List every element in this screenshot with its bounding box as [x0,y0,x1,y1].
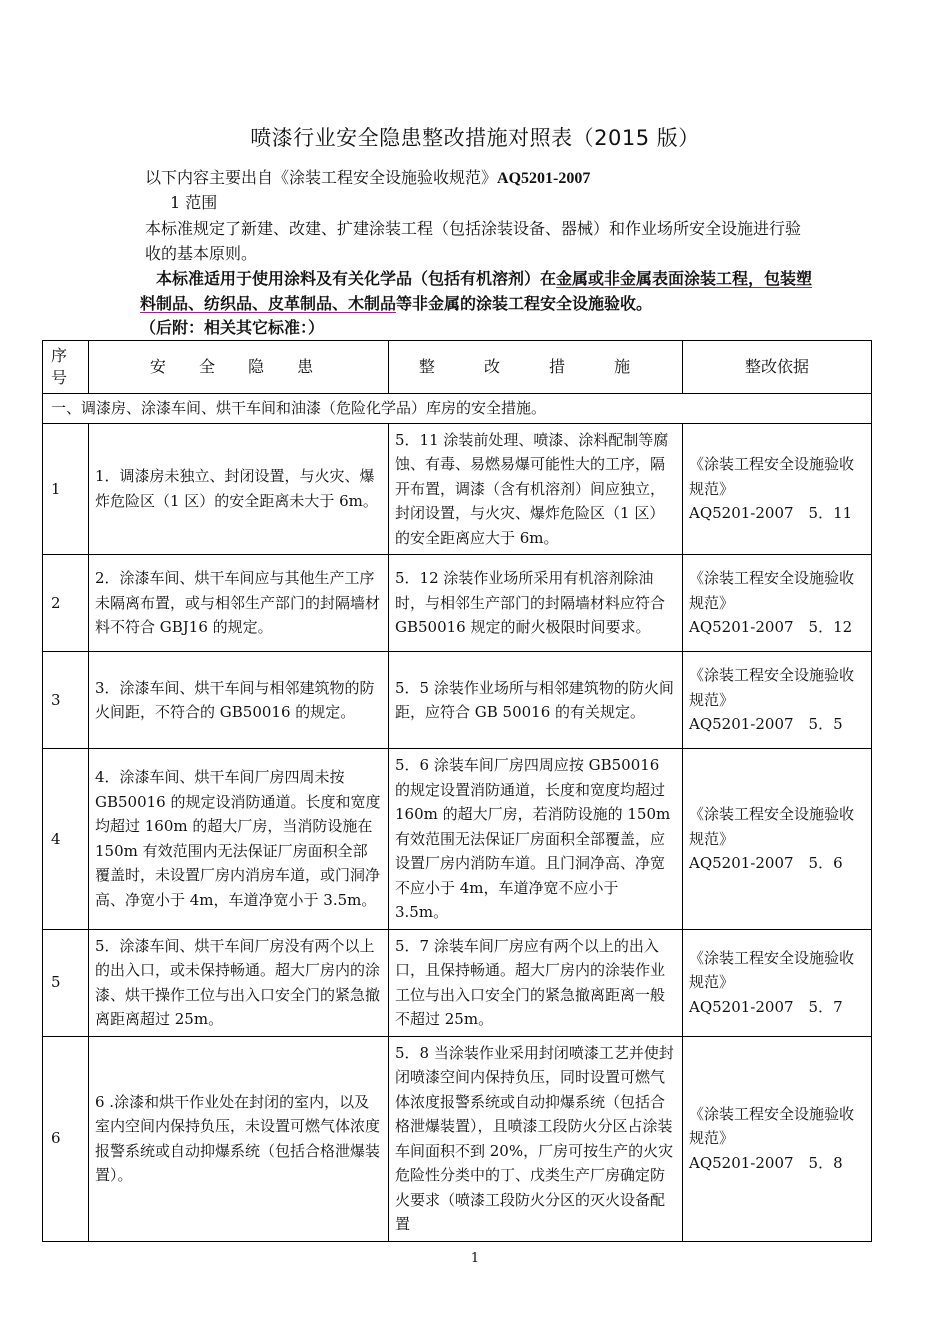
basis-code: AQ5201-2007 5．11 [689,504,853,522]
row-measure: 5．11 涂装前处理、喷漆、涂料配制等腐蚀、有毒、易燃易爆可能性大的工序，隔开布置，调漆（含有机溶剂）间应独立，封闭设置，与火灾、爆炸危险区（1 区）的安全距离应大于 6m。 [389,423,683,555]
source-code: AQ5201-2007 [497,170,591,187]
table-header-row [43,341,872,394]
row-measure: 5．7 涂装车间厂房应有两个以上的出入口，且保持畅通。超大厂房内的涂装作业工位与出入口安全门的紧急撤离距离一般不超过 25m。 [389,929,683,1036]
basis-title: 《涂装工程安全设施验收规范》 [689,805,855,848]
table-row [43,749,872,930]
header-basis: 整改依据 [683,341,872,394]
basis-title: 《涂装工程安全设施验收规范》 [689,1104,855,1148]
apply-suffix: 等非金属的涂装工程安全设施验收。 [396,294,653,313]
apply-paragraph [140,266,820,316]
row-hazard: 6 .涂漆和烘干作业处在封闭的室内，以及室内空间内保持负压，未设置可燃气体浓度报警系统或自动抑爆系统（包括合格泄爆装置）。 [89,1036,389,1241]
section-row [43,394,872,424]
section-title: 一、调漆房、涂漆车间、烘干车间和油漆（危险化学品）库房的安全措施。 [43,394,872,424]
basis-title: 《涂装工程安全设施验收规范》 [689,569,855,612]
row-no: 2 [43,555,89,652]
row-measure: 5．6 涂装车间厂房四周应按 GB50016 的规定设置消防通道，长度和宽度均超过 160m 的超大厂房，若消防设施的 150m 有效范围无法保证厂房面积全部覆盖，应设置厂房内消防车道。且门洞净高、净宽不应小于 4m，车道净宽不应小于 3.5m。 [389,749,683,930]
document-title: 喷漆行业安全隐患整改措施对照表（2015 版） [250,126,700,150]
table-row [43,423,872,555]
scope-text: 本标准规定了新建、改建、扩建涂装工程（包括涂装设备、器械）和作业场所安全设施进行验收的基本原则。 [145,219,802,263]
appendix-note: （后附：相关其它标准：） [140,318,325,337]
basis-code: AQ5201-2007 5．12 [689,618,853,637]
header-no: 序号 [43,341,89,394]
row-measure: 5．12 涂装作业场所采用有机溶剂除油时，与相邻生产部门的封隔墙材料应符合 GB50016 规定的耐火极限时间要求。 [389,555,683,652]
row-basis [683,1036,872,1241]
scope-heading: 1 范围 [170,193,218,212]
row-no: 1 [43,423,89,555]
hazard-table [42,340,872,1242]
row-basis [683,555,872,652]
basis-code: AQ5201-2007 5．7 [689,997,843,1016]
row-hazard: 1．调漆房未独立、封闭设置，与火灾、爆炸危险区（1 区）的安全距离未大于 6m。 [89,423,389,555]
source-line [145,166,845,191]
row-no: 3 [43,652,89,749]
row-basis [683,749,872,930]
basis-title: 《涂装工程安全设施验收规范》 [689,948,855,992]
source-prefix: 以下内容主要出自《涂装工程安全设施验收规范》 [145,168,498,187]
basis-title: 《涂装工程安全设施验收规范》 [689,455,855,498]
row-basis [683,652,872,749]
row-hazard: 3．涂漆车间、烘干车间与相邻建筑物的防火间距，不符合的 GB50016 的规定。 [89,652,389,749]
row-measure: 5．8 当涂装作业采用封闭喷漆工艺并使封闭喷漆空间内保持负压，同时设置可燃气体浓度报警系统或自动抑爆系统（包括合格泄爆装置），且喷漆工段防火分区占涂装车间面积不到 20%，厂房可按生产的火灾危险性分类中的丁、戊类生产厂房确定防火要求（喷漆工段防火分区的灭火设备配置 [389,1036,683,1241]
table-row [43,929,872,1036]
basis-title: 《涂装工程安全设施验收规范》 [689,666,855,709]
row-basis [683,929,872,1036]
table-row [43,652,872,749]
table-row [43,1036,872,1241]
apply-underlined: 金属或非金属表面涂装工程，包装塑料制品、纺织品、皮革制品、木制品 [140,269,813,313]
row-no: 6 [43,1036,89,1241]
row-hazard: 4．涂漆车间、烘干车间厂房四周未按 GB50016 的规定设消防通道。长度和宽度均超过 160m 的超大厂房，当消防设施在 150m 有效范围内无法保证厂房面积全部覆盖时，未设置厂房内消房车道，或门洞净高、净宽小于 4m，车道净宽小于 3.5m。 [89,749,389,930]
apply-prefix: 本标准适用于使用涂料及有关化学品（包括有机溶剂）在 [156,269,557,288]
table-row [43,555,872,652]
row-no: 5 [43,929,89,1036]
row-basis [683,423,872,555]
row-measure: 5．5 涂装作业场所与相邻建筑物的防火间距，应符合 GB 50016 的有关规定。 [389,652,683,749]
header-measure: 整 改 措 施 [389,341,683,394]
basis-code: AQ5201-2007 5．5 [689,715,843,734]
row-hazard: 5．涂漆车间、烘干车间厂房没有两个以上的出入口，或未保持畅通。超大厂房内的涂漆、烘干操作工位与出入口安全门的紧急撤离距离超过 25m。 [89,929,389,1036]
header-hazard: 安 全 隐 患 [89,341,389,394]
basis-code: AQ5201-2007 5．8 [689,1153,843,1172]
page-number: 1 [470,1251,480,1266]
basis-code: AQ5201-2007 5．6 [689,854,843,872]
row-no: 4 [43,749,89,930]
row-hazard: 2．涂漆车间、烘干车间应与其他生产工序未隔离布置，或与相邻生产部门的封隔墙材料不符合 GBJ16 的规定。 [89,555,389,652]
